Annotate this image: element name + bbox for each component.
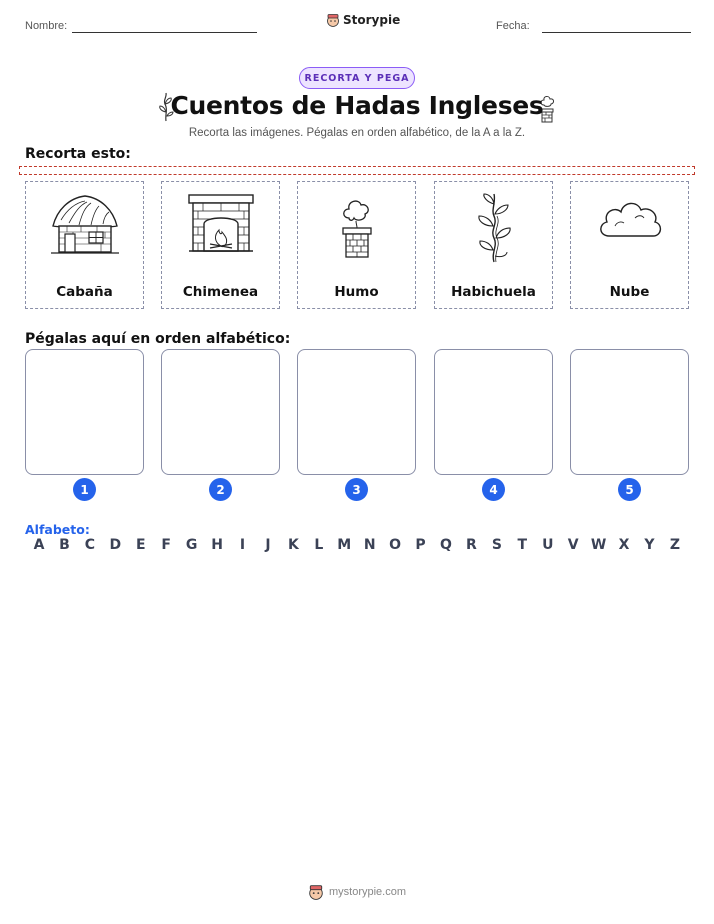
- storypie-mascot-icon: [326, 13, 340, 27]
- alphabet-letter: B: [59, 537, 70, 553]
- alphabet-letter: Y: [644, 537, 655, 553]
- slot-number-2: 2: [209, 478, 232, 501]
- storypie-mascot-icon: [308, 884, 324, 900]
- paste-slot-2[interactable]: [161, 349, 280, 475]
- paste-slot-3[interactable]: [297, 349, 416, 475]
- alphabet-letter: I: [239, 537, 246, 553]
- instructions: Recorta las imágenes. Pégalas en orden alfabético, de la A a la Z.: [188, 127, 526, 139]
- alphabet-letter: O: [389, 537, 402, 553]
- footer-url[interactable]: mystorypie.com: [328, 886, 407, 898]
- card-label: Humo: [334, 284, 379, 300]
- alphabet-letter: M: [337, 537, 352, 553]
- fireplace-icon: [186, 192, 256, 256]
- cut-card-cottage[interactable]: [25, 181, 144, 309]
- alphabet-letter: E: [135, 537, 146, 553]
- alphabet-letter: L: [314, 537, 324, 553]
- alphabet-letter: P: [415, 537, 426, 553]
- alphabet-letter: A: [33, 537, 45, 553]
- card-label: Nube: [609, 284, 650, 300]
- cut-card-smoke[interactable]: [297, 181, 416, 309]
- alphabet-letter: W: [590, 537, 607, 553]
- cut-and-paste-badge: RECORTA Y PEGA: [299, 67, 415, 89]
- cut-card-cloud[interactable]: [570, 181, 689, 309]
- paste-slot-5[interactable]: [570, 349, 689, 475]
- alphabet-letter: Z: [669, 537, 681, 553]
- cut-card-fireplace[interactable]: [161, 181, 280, 309]
- alphabet-row: [25, 537, 689, 553]
- alphabet-letter: R: [466, 537, 477, 553]
- name-label: Nombre:: [25, 20, 68, 32]
- alphabet-letter: S: [491, 537, 502, 553]
- alphabet-letter: F: [161, 537, 171, 553]
- paste-slot-4[interactable]: [434, 349, 553, 475]
- cloud-icon: [595, 192, 665, 246]
- logo-text: Storypie: [343, 13, 401, 27]
- alphabet-letter: G: [185, 537, 198, 553]
- cut-line: [19, 166, 695, 175]
- slot-number-4: 4: [482, 478, 505, 501]
- card-label: Cabaña: [56, 284, 113, 300]
- alphabet-letter: V: [567, 537, 579, 553]
- chimney-smoke-icon: [337, 192, 377, 260]
- alphabet-letter: X: [618, 537, 630, 553]
- alphabet-letter: Q: [440, 537, 452, 553]
- alphabet-letter: D: [109, 537, 122, 553]
- cut-section-title: Recorta esto:: [25, 146, 131, 162]
- date-label: Fecha:: [496, 20, 530, 32]
- alphabet-title: Alfabeto:: [25, 522, 90, 537]
- slot-number-3: 3: [345, 478, 368, 501]
- alphabet-letter: N: [363, 537, 376, 553]
- beanstalk-icon: [470, 192, 518, 264]
- name-line[interactable]: [72, 32, 257, 33]
- alphabet-letter: J: [265, 537, 271, 553]
- date-line[interactable]: [542, 32, 691, 33]
- alphabet-letter: H: [211, 537, 223, 553]
- slot-number-5: 5: [618, 478, 641, 501]
- paste-slot-1[interactable]: [25, 349, 144, 475]
- alphabet-letter: K: [287, 537, 299, 553]
- cut-card-beanstalk[interactable]: [434, 181, 553, 309]
- card-label: Chimenea: [182, 284, 259, 300]
- storypie-logo: [326, 13, 400, 27]
- cottage-icon: [47, 192, 123, 258]
- alphabet-letter: U: [542, 537, 554, 553]
- footer: [0, 884, 714, 900]
- paste-section-title: Pégalas aquí en orden alfabético:: [25, 331, 291, 347]
- page-title: Cuentos de Hadas Ingleses: [170, 91, 544, 120]
- slot-number-1: 1: [73, 478, 96, 501]
- alphabet-letter: C: [84, 537, 96, 553]
- card-label: Habichuela: [451, 284, 536, 300]
- alphabet-letter: T: [517, 537, 528, 553]
